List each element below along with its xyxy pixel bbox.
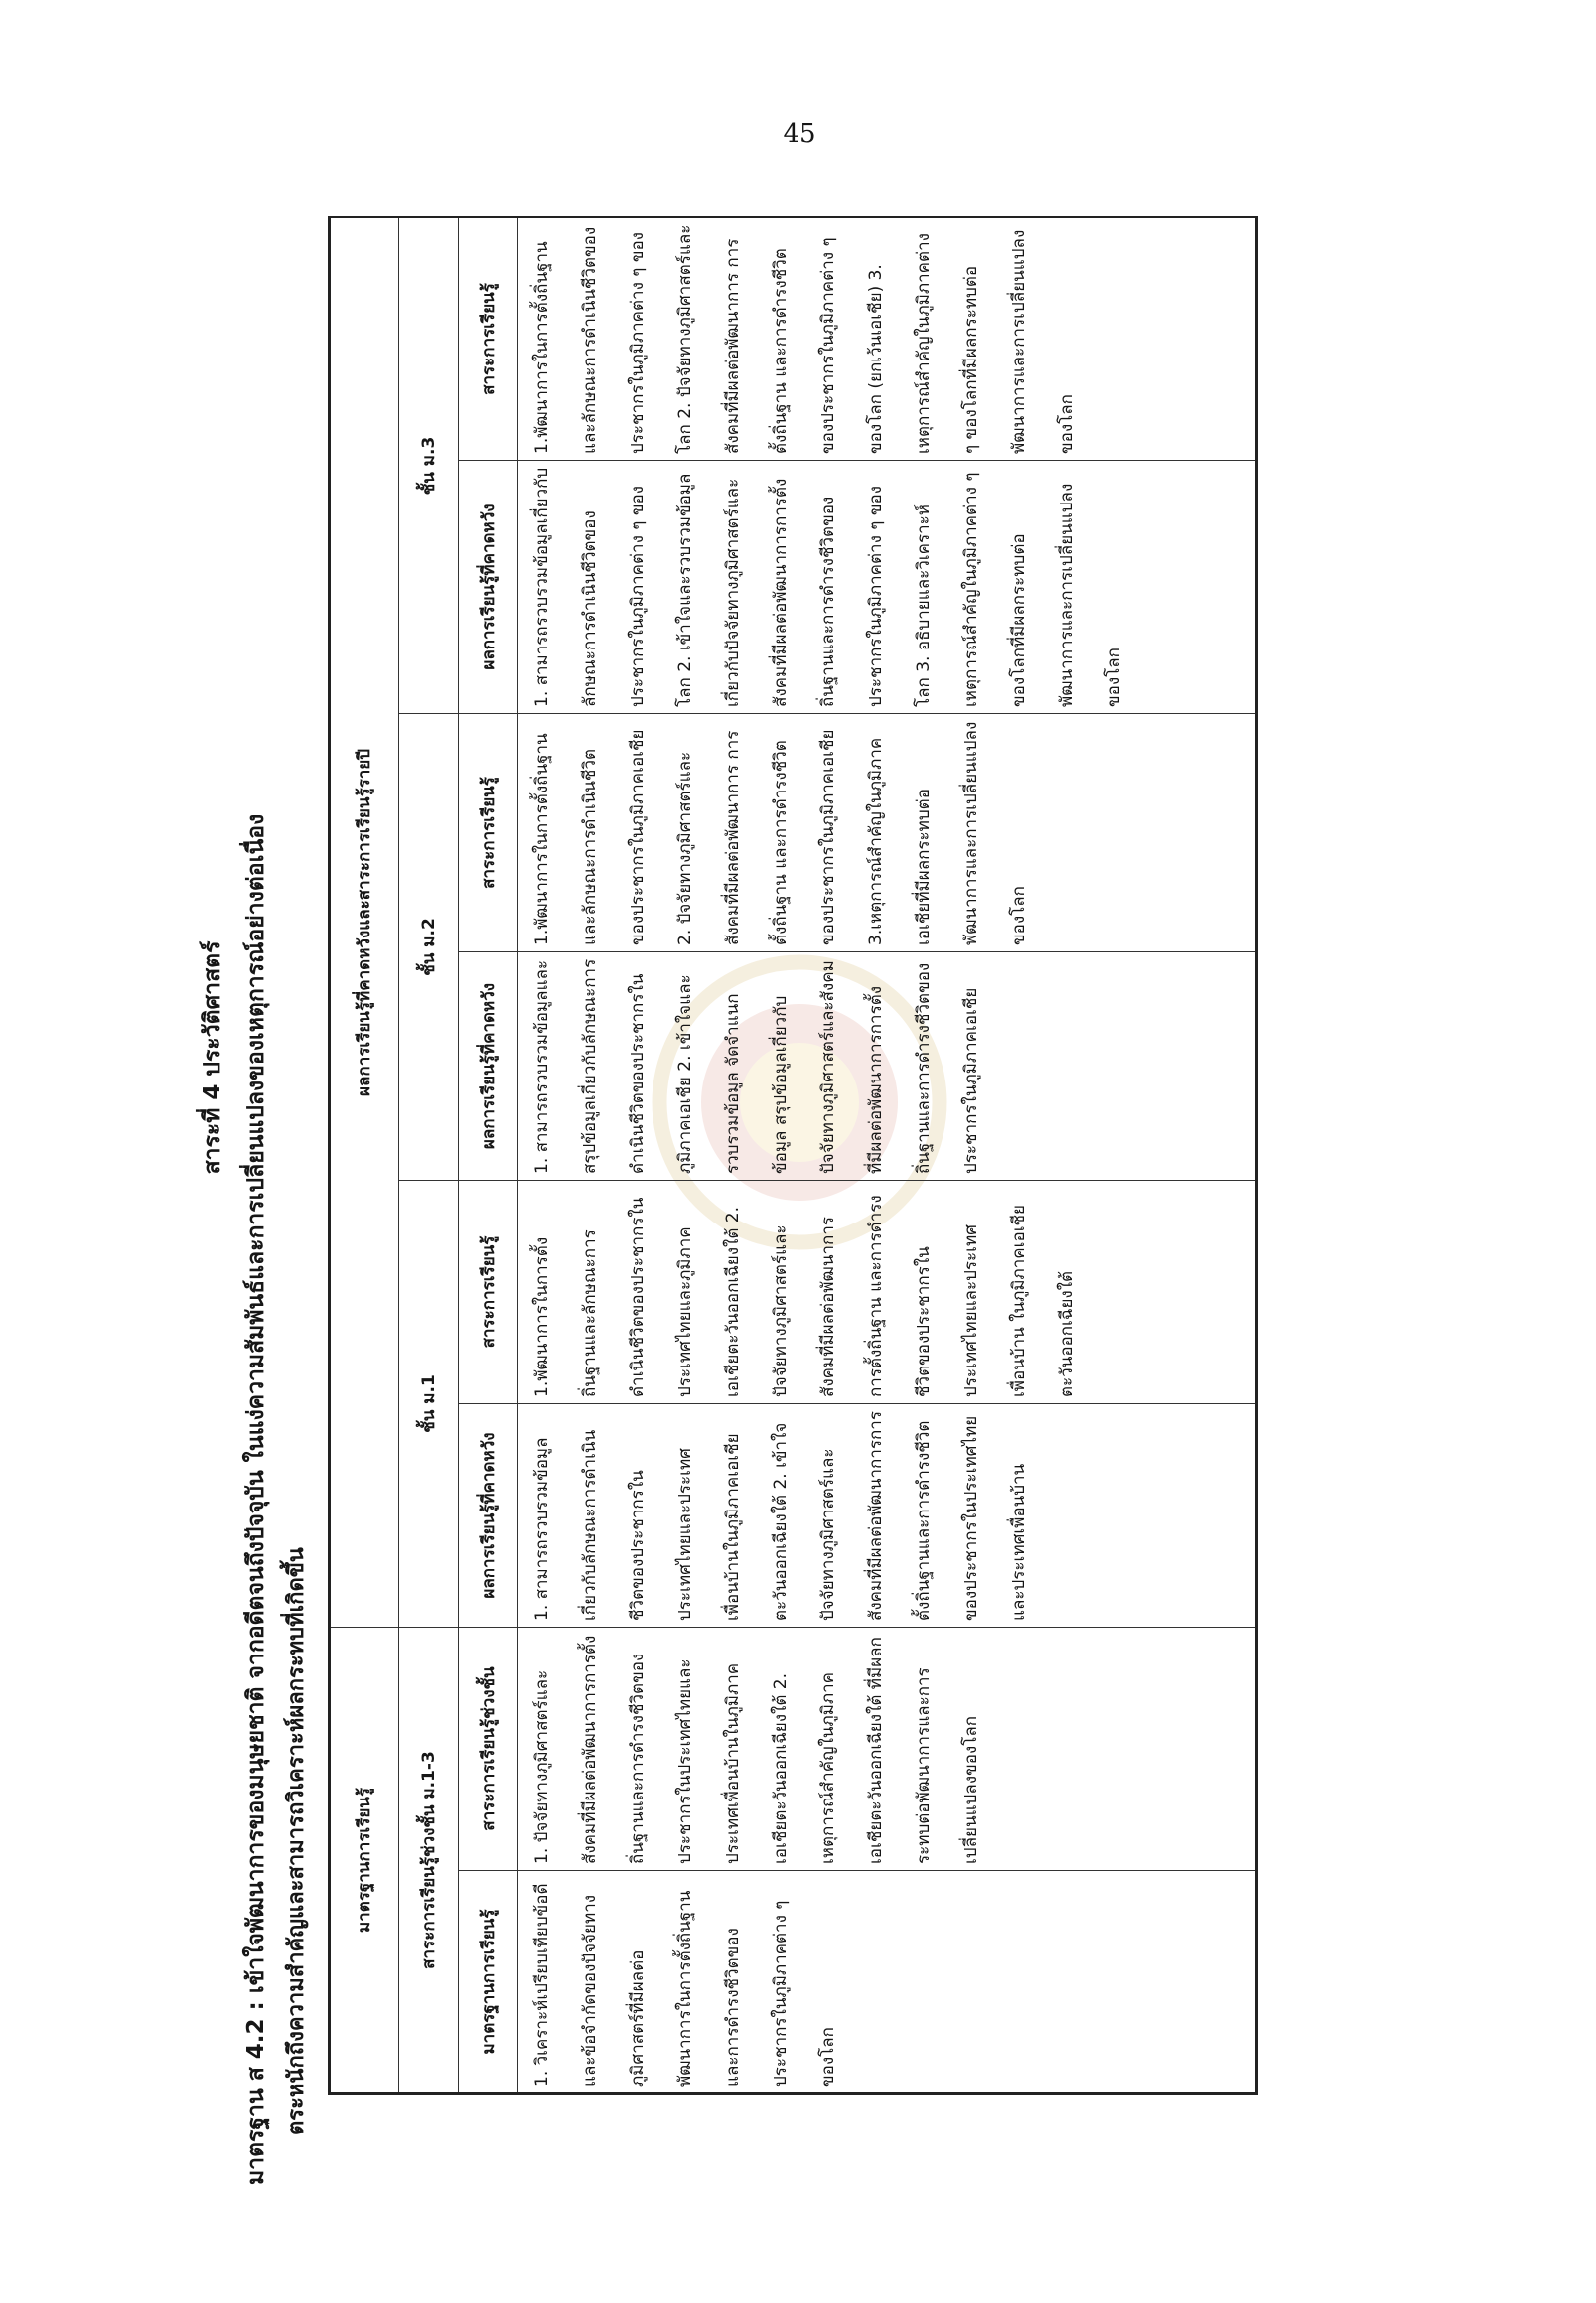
curriculum-table (328, 216, 1258, 2095)
header-sub-content: สาระการเรียนรู้ช่วงชั้น ม.1-3 (399, 1628, 459, 2094)
column-header: ผลการเรียนรู้ที่คาดหวัง (459, 461, 518, 714)
header-grade-m3: ชั้น ม.3 (399, 216, 459, 713)
table-cell: 1. สามารถรวบรวมข้อมูลเกี่ยวกับลักษณะการดำเนินชีวิตของประชากรในภูมิภาคต่าง ๆ ของโลก 2. เข้าใจและรวบรวมข้อมูลเกี่ยวกับปัจจัยทางภูมิศาสตร์และสังคมที่มีผลต่อพัฒนาการการตั้งถิ่นฐานและการดำรงชีวิตของประชากรในภูมิภาคต่าง ๆ ของโลก 3. อธิบายและวิเคราะห์เหตุการณ์สำคัญในภูมิภาคต่าง ๆ ของโลกที่มีผลกระทบต่อพัฒนาการและการเปลี่ยนแปลงของโลก (518, 461, 1257, 714)
header-group-standards: มาตรฐานการเรียนรู้ (330, 1628, 399, 2094)
table-cell: 1.พัฒนาการในการตั้งถิ่นฐานและลักษณะการดำเนินชีวิตของประชากรในภูมิภาคเอเชีย 2. ปัจจัยทางภูมิศาสตร์และสังคมที่มีผลต่อพัฒนาการ การตั้งถิ่นฐาน และการดำรงชีวิตของประชากรในภูมิภาคเอเชีย 3.เหตุการณ์สำคัญในภูมิภาคเอเชียที่มีผลกระทบต่อพัฒนาการและการเปลี่ยนแปลงของโลก (518, 714, 1257, 952)
standard-statement: มาตรฐาน ส 4.2 : เข้าใจพัฒนาการของมนุษยชาติ จากอดีตจนถึงปัจจุบัน ในแง่ความสัมพันธ์และการเปลี่ยนแปลงของเหตุการณ์อย่างต่อเนื่อง (243, 813, 269, 2185)
standard-statement-continued: ตระหนักถึงความสำคัญและสามารถวิเคราะห์ผลกระทบที่เกิดขึ้น (284, 1547, 309, 2135)
header-grade-m2: ชั้น ม.2 (399, 714, 459, 1181)
table-cell: 1. วิเคราะห์เปรียบเทียบข้อดีและข้อจำกัดของปัจจัยทางภูมิศาสตร์ที่มีผลต่อพัฒนาการในการตั้งถิ่นฐานและการดำรงชีวิตของประชากรในภูมิภาคต่าง ๆ ของโลก (518, 1871, 1257, 2094)
table-cell: 1.พัฒนาการในการตั้งถิ่นฐานและลักษณะการดำเนินชีวิตของประชากรในประเทศไทยและภูมิภาคเอเชียตะวันออกเฉียงใต้ 2. ปัจจัยทางภูมิศาสตร์และสังคมที่มีผลต่อพัฒนาการ การตั้งถิ่นฐาน และการดำรงชีวิตของประชากรในประเทศไทยและประเทศเพื่อนบ้าน ในภูมิภาคเอเชียตะวันออกเฉียงใต้ (518, 1181, 1257, 1404)
strand-title: สาระที่ 4 ประวัติศาสตร์ (200, 940, 225, 1175)
column-header: มาตรฐานการเรียนรู้ (459, 1871, 518, 2094)
column-header: สาระการเรียนรู้ช่วงชั้น (459, 1628, 518, 1871)
column-header: สาระการเรียนรู้ (459, 714, 518, 952)
column-header: สาระการเรียนรู้ (459, 1181, 518, 1404)
column-header: สาระการเรียนรู้ (459, 216, 518, 460)
header-grade-m1: ชั้น ม.1 (399, 1181, 459, 1628)
curriculum-table-rotated (328, 218, 1258, 2095)
table-cell: 1. ปัจจัยทางภูมิศาสตร์และสังคมที่มีผลต่อพัฒนาการการตั้งถิ่นฐานและการดำรงชีวิตของประชากรในประเทศไทยและประเทศเพื่อนบ้านในภูมิภาคเอเชียตะวันออกเฉียงใต้ 2. เหตุการณ์สำคัญในภูมิภาคเอเชียตะวันออกเฉียงใต้ ที่มีผลกระทบต่อพัฒนาการและการเปลี่ยนแปลงของโลก (518, 1628, 1257, 1871)
column-header: ผลการเรียนรู้ที่คาดหวัง (459, 952, 518, 1181)
table-cell: 1.พัฒนาการในการตั้งถิ่นฐานและลักษณะการดำเนินชีวิตของประชากรในภูมิภาคต่าง ๆ ของโลก 2. ปัจจัยทางภูมิศาสตร์และสังคมที่มีผลต่อพัฒนาการ การตั้งถิ่นฐาน และการดำรงชีวิตของประชากรในภูมิภาคต่าง ๆ ของโลก (ยกเว้นเอเชีย) 3. เหตุการณ์สำคัญในภูมิภาคต่าง ๆ ของโลกที่มีผลกระทบต่อพัฒนาการและการเปลี่ยนแปลงของโลก (518, 216, 1257, 460)
page-number: 45 (783, 119, 816, 149)
header-group-outcomes: ผลการเรียนรู้ที่คาดหวังและสาระการเรียนรู้รายปี (330, 216, 399, 1627)
table-cell: 1. สามารถรวบรวมข้อมูลและสรุปข้อมูลเกี่ยวกับลักษณะการดำเนินชีวิตของประชากรในภูมิภาคเอเชีย 2. เข้าใจและรวบรวมข้อมูล จัดจำแนกข้อมูล สรุปข้อมูลเกี่ยวกับปัจจัยทางภูมิศาสตร์และสังคมที่มีผลต่อพัฒนาการการตั้งถิ่นฐานและการดำรงชีวิตของประชากรในภูมิภาคเอเชีย (518, 952, 1257, 1181)
table-cell: 1. สามารถรวบรวมข้อมูลเกี่ยวกับลักษณะการดำเนินชีวิตของประชากรในประเทศไทยและประเทศเพื่อนบ้านในภูมิภาคเอเชียตะวันออกเฉียงใต้ 2. เข้าใจปัจจัยทางภูมิศาสตร์และสังคมที่มีผลต่อพัฒนาการการตั้งถิ่นฐานและการดำรงชีวิตของประชากรในประเทศไทยและประเทศเพื่อนบ้าน (518, 1404, 1257, 1628)
column-header: ผลการเรียนรู้ที่คาดหวัง (459, 1404, 518, 1628)
